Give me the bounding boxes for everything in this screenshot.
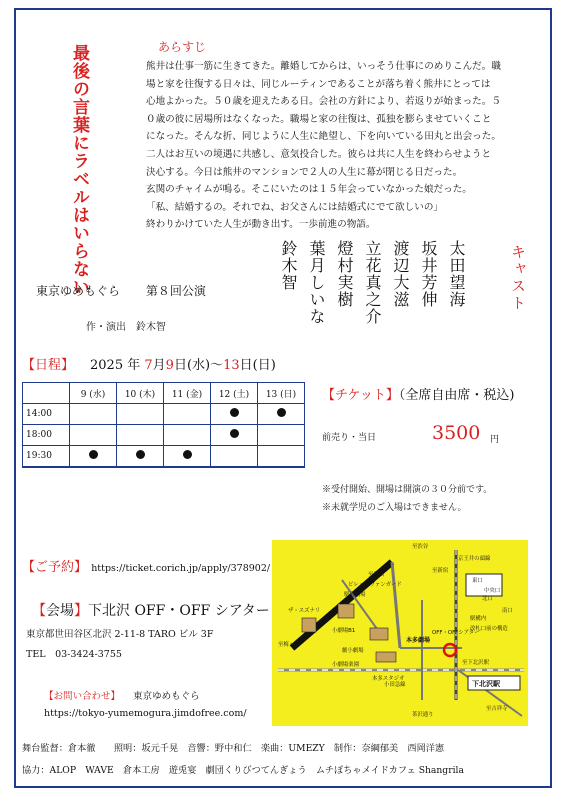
- performance-cell: [70, 446, 117, 468]
- cast-member: 太田望海: [447, 240, 466, 308]
- cast-member: 立花真之介: [363, 240, 382, 325]
- map-label: 中央口: [484, 588, 501, 594]
- ticket-heading: 【チケット】（全席自由席・税込): [322, 388, 515, 403]
- synopsis-line: 二人はお互いの境遇に共感し、意気投合した。彼らは共に人生を終わらせようと: [146, 148, 492, 160]
- performance-cell: [117, 404, 164, 425]
- ticket-note: ※未就学児のご入場はできません。: [322, 503, 467, 513]
- schedule-header-row: [23, 383, 305, 404]
- map-label: 駅構内: [470, 616, 487, 622]
- reservation: 【ご予約】 https://ticket.corich.jp/apply/378902/: [22, 560, 271, 575]
- synopsis-line: 場と家を往復する日々は、同じルーティンであることが落ち着く熊井にとっては: [146, 78, 491, 90]
- cast-member: 渡辺大滋: [391, 240, 410, 308]
- map-label: 至下北沢駅: [462, 660, 489, 666]
- play-title: 最後の言葉にラベルはいらない: [69, 44, 89, 296]
- venue-tel: TEL 03-3424-3755: [26, 649, 122, 660]
- performance-dot-icon: [89, 450, 98, 459]
- performance-cell: [164, 404, 211, 425]
- map-road: [392, 562, 400, 648]
- synopsis-line: 決心する。今日は熊井のマンションで２人の人生に幕が閉じる日だった。: [146, 166, 463, 178]
- performance-dot-icon: [183, 450, 192, 459]
- map-label: 小劇場楽園: [332, 662, 359, 668]
- map-label: 劇小劇場: [342, 648, 364, 654]
- price-unit: 円: [490, 435, 500, 445]
- ticket-label: 前売り・当日: [322, 433, 377, 443]
- map-building: [370, 628, 388, 640]
- map-label: 小劇場B1: [332, 628, 356, 634]
- inquiry-link[interactable]: https://tokyo-yumemogura.jimdofree.com/: [44, 708, 247, 719]
- performance-cell: [258, 425, 305, 446]
- reservation-link[interactable]: https://ticket.corich.jp/apply/378902/: [91, 563, 271, 574]
- performance-cell: [211, 425, 258, 446]
- schedule-row: [23, 404, 305, 425]
- map-label: 至新宿: [432, 568, 449, 574]
- map-label: ザ・スズナリ: [288, 608, 321, 614]
- map-label: 小田急線: [384, 682, 406, 688]
- map-label: 京王井の頭線: [458, 556, 491, 562]
- map-label: 駅前劇場: [344, 592, 366, 598]
- map-label: 北口: [482, 596, 493, 602]
- map-label: 至代田: [368, 572, 385, 578]
- map-label: 本多スタジオ: [372, 676, 405, 682]
- synopsis-line: 心地よかった。５０歳を迎えたある日。会社の方針により、若返りが始まった。５: [146, 96, 501, 108]
- map-svg: [272, 540, 528, 726]
- performance-dot-icon: [136, 450, 145, 459]
- time-slot: 18:00: [23, 425, 70, 446]
- synopsis-line: 終わりかけていた人生が動き出す。一歩前進の物語。: [146, 219, 376, 231]
- performance-cell: [211, 404, 258, 425]
- performance-dot-icon: [230, 429, 239, 438]
- performance-dot-icon: [277, 408, 286, 417]
- performance-dot-icon: [230, 408, 239, 417]
- schedule-heading: 【日程】: [22, 358, 75, 373]
- support-credits: 協力：ALOP WAVE 倉本工房 遊兎宴 劇団くりびつてんぎょう ムチぽちゃメイドカフェ Shangrila: [22, 765, 464, 776]
- map-label: 南口: [502, 608, 513, 614]
- venue: 【会場】下北沢 OFF・OFF シアター: [32, 603, 270, 619]
- synopsis-line: 玄関のチャイムが鳴る。そこにいたのは１５年会っていなかった娘だった。: [146, 184, 472, 196]
- map-label: 東口: [472, 578, 483, 584]
- cast-label: キャスト: [509, 244, 527, 312]
- performance-cell: [258, 404, 305, 425]
- schedule-date: 2025 年 7月9日(水)〜13日(日): [90, 358, 276, 373]
- map-building: [302, 618, 316, 632]
- director-credit: 作・演出 鈴木智: [86, 322, 166, 333]
- performance-cell: [258, 446, 305, 468]
- venue-map: [272, 540, 528, 726]
- map-label: 下北沢駅: [472, 680, 500, 688]
- staff-credits: 舞台監督：倉本徹 照明：坂元千晃 音響：野中和仁 楽曲：UMEZY 制作：奈綱郁美 西岡洋憲: [22, 743, 445, 754]
- map-building: [338, 604, 354, 618]
- performance-cell: [164, 446, 211, 468]
- cast-member: 坂井芳伸: [419, 240, 438, 308]
- schedule-row: [23, 425, 305, 446]
- schedule-row: [23, 446, 305, 468]
- synopsis-heading: あらすじ: [158, 40, 207, 54]
- troupe-name: 東京ゆめもぐら: [36, 284, 121, 298]
- cast-list: [276, 240, 468, 350]
- date-column: 11 (金): [164, 383, 211, 404]
- synopsis-line: になった。そんな折、同じように人生に絶望し、下を向いている田丸と出会った。: [146, 131, 501, 143]
- map-label: 本多劇場: [406, 637, 431, 644]
- map-label: OFF・OFFシアター: [432, 630, 480, 636]
- performance-cell: [117, 425, 164, 446]
- synopsis-line: 「私、結婚するの。それでね、お父さんには結婚式にでて欲しいの」: [146, 201, 444, 213]
- performance-cell: [164, 425, 211, 446]
- cast-member: 葉月しいな: [307, 240, 326, 325]
- synopsis-line: ０歳の彼に居場所はなくなった。職場と家の往復は、孤独を膨らませていくこと: [146, 113, 492, 125]
- date-column: 9 (水): [70, 383, 117, 404]
- ticket-price: 3500: [432, 422, 481, 444]
- map-label: 至吉祥寺: [486, 706, 508, 712]
- map-label: ビレッジヴァンガード: [348, 582, 402, 588]
- map-label: 至梅ヶ丘: [278, 642, 300, 648]
- ticket-note: ※受付開始、開場は開演の３０分前です。: [322, 485, 493, 495]
- map-building: [376, 652, 396, 662]
- date-column: 10 (木): [117, 383, 164, 404]
- performance-cell: [70, 425, 117, 446]
- map-label: 改札口前の構造: [470, 626, 508, 632]
- time-slot: 19:30: [23, 446, 70, 468]
- cast-member: 鈴木智: [279, 240, 298, 291]
- performance-cell: [211, 446, 258, 468]
- synopsis-text: [146, 58, 528, 234]
- map-label: 至渋谷: [412, 544, 429, 550]
- time-slot: 14:00: [23, 404, 70, 425]
- synopsis-line: 熊井は仕事一筋に生きてきた。離婚してからは、いっそう仕事にのめりこんだ。職: [146, 61, 501, 72]
- venue-marker-icon: [444, 644, 456, 656]
- venue-address: 東京都世田谷区北沢 2-11-8 TARO ビル 3F: [26, 629, 214, 640]
- schedule-table: [22, 382, 305, 468]
- cast-member: 燈村実樹: [335, 240, 354, 308]
- performance-cell: [70, 404, 117, 425]
- performance-number: 第８回公演: [145, 284, 206, 298]
- inquiry: 【お問い合わせ】 東京ゆめもぐら: [44, 691, 200, 702]
- venue-name: 下北沢 OFF・OFF シアター: [88, 603, 270, 619]
- performance-cell: [117, 446, 164, 468]
- map-label: 茶沢通り: [412, 712, 434, 718]
- troupe-line: [36, 282, 206, 299]
- date-column: 13 (日): [258, 383, 305, 404]
- date-column: 12 (土): [211, 383, 258, 404]
